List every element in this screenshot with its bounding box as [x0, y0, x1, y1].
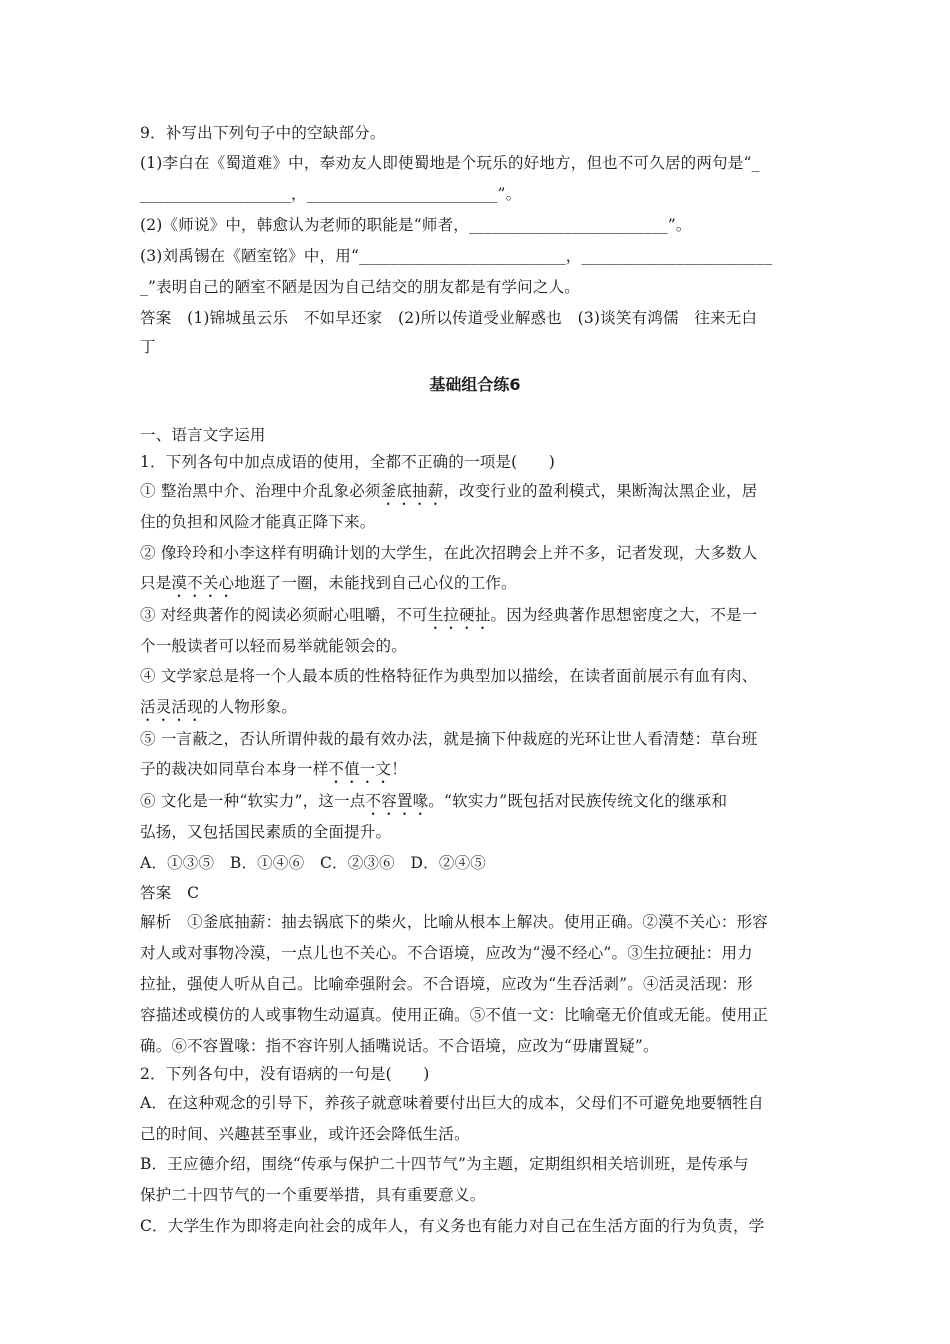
question-2-stem: 2．下列各句中，没有语病的一句是( )	[140, 1065, 430, 1083]
sentence-1-post: ，改变行业的盈利模式，果断淘汰黑企业，居	[443, 482, 758, 500]
explanation-line-2: 对人或对事物冷漠，一点儿也不关心。不合语境，应改为“漫不经心”。③生拉硬扯：用力	[140, 944, 753, 962]
question-1-answer: 答案 C	[140, 884, 200, 902]
question-9-item-1: (1)李白在《蜀道难》中，奉劝友人即使蜀地是个玩乐的好地方，但也不可久居的两句是“_	[140, 154, 760, 172]
question-1-options: A．①③⑤ B．①④⑥ C．②③⑥ D．②④⑤	[140, 854, 486, 872]
explanation-line-1: 解析 ①釜底抽薪：抽去锅底下的柴火，比喻从根本上解决。使用正确。②漠不关心：形容	[140, 913, 769, 931]
question-1-stem: 1．下列各句中加点成语的使用，全都不正确的一项是( )	[140, 453, 556, 471]
sentence-4-cont	[140, 695, 297, 725]
sentence-3-cont: 个一般读者可以轻而易举就能领会的。	[140, 637, 407, 655]
option-b-cont: 保护二十四节气的一个重要举措，具有重要意义。	[140, 1186, 486, 1204]
option-c: C．大学生作为即将走向社会的成年人，有义务也有能力对自己在生活方面的行为负责，学	[140, 1217, 765, 1235]
sentence-4-post: 的人物形象。	[202, 698, 298, 716]
sentence-3-pre: ③ 对经典著作的阅读必须耐心咀嚼，不可	[140, 606, 428, 624]
question-9-answer: 答案 (1)锦城虽云乐 不如早还家 (2)所以传道受业解惑也 (3)谈笑有鸿儒 往来无白	[140, 309, 758, 327]
section-title: 基础组合练6	[429, 375, 521, 394]
option-a-cont: 己的时间、兴趣甚至事业，或许还会降低生活。	[140, 1125, 470, 1143]
dotted-idiom: 不值一文	[328, 760, 392, 778]
sentence-6-post: 。“软实力”既包括对民族传统文化的继承和	[428, 792, 728, 810]
sentence-3	[140, 603, 757, 633]
sentence-6-pre: ⑥ 文化是一种“软实力”，这一点	[140, 792, 366, 810]
sentence-2-pre: 只是	[140, 574, 172, 592]
question-9-item-3: (3)刘禹锡在《陋室铭》中，用“__________________________，________________________	[140, 247, 773, 265]
sentence-5-post: ！	[391, 760, 407, 778]
explanation-line-5: 确。⑥不容置喙：指不容许别人插嘴说话。不合语境，应改为“毋庸置疑”。	[140, 1037, 659, 1055]
sentence-1-pre: ① 整治黑中介、治理中介乱象必须	[140, 482, 381, 500]
question-9-item-1-cont: ___________________，________________________”。	[140, 185, 522, 203]
sentence-5: ⑤ 一言蔽之，否认所谓仲裁的最有效办法，就是摘下仲裁庭的光环让世人看清楚：草台班	[140, 730, 758, 748]
dotted-idiom: 生拉硬扯	[427, 606, 491, 624]
dotted-idiom: 活灵活现	[140, 698, 203, 716]
sentence-6	[140, 789, 727, 819]
option-b: B．王应德介绍，围绕“传承与保护二十四节气”为主题，定期组织相关培训班，是传承与	[140, 1155, 749, 1173]
dotted-idiom: 不容置喙	[365, 792, 429, 810]
option-a: A．在这种观念的引导下，养孩子就意味着要付出巨大的成本，父母们不可避免地要牺牲自	[140, 1094, 764, 1112]
sentence-2: ② 像玲玲和小李这样有明确计划的大学生，在此次招聘会上并不多，记者发现，大多数人	[140, 544, 758, 562]
part-heading: 一、语言文字运用	[140, 426, 266, 444]
question-9-answer-cont: 丁	[140, 338, 156, 356]
sentence-2-post: 地逛了一圈，未能找到自己心仪的工作。	[234, 574, 517, 592]
explanation-line-4: 容描述或模仿的人或事物生动逼真。使用正确。⑤不值一文：比喻毫无价值或无能。使用正	[140, 1006, 769, 1024]
sentence-2-cont	[140, 571, 517, 601]
question-9-item-3-cont: _”表明自己的陋室不陋是因为自己结交的朋友都是有学问之人。	[140, 278, 580, 296]
sentence-4: ④ 文学家总是将一个人最本质的性格特征作为典型加以描绘，在读者面前展示有血有肉、	[140, 667, 758, 685]
sentence-5-pre: 子的裁决如同草台本身一样	[140, 760, 329, 778]
sentence-5-cont	[140, 757, 407, 787]
sentence-1	[140, 479, 757, 509]
sentence-6-cont: 弘扬，又包括国民素质的全面提升。	[140, 823, 392, 841]
dotted-idiom: 釜底抽薪	[380, 482, 444, 500]
sentence-1-cont: 住的负担和风险才能真正降下来。	[140, 513, 376, 531]
explanation-line-3: 拉扯，强使人听从自己。比喻牵强附会。不合语境，应改为“生吞活剥”。④活灵活现：形	[140, 975, 753, 993]
sentence-3-post: 。因为经典著作思想密度之大，不是一	[490, 606, 758, 624]
question-9-item-2: (2)《师说》中，韩愈认为老师的职能是“师者，_________________________”。	[140, 216, 692, 234]
dotted-idiom: 漠不关心	[171, 574, 235, 592]
question-9-stem: 9．补写出下列句子中的空缺部分。	[140, 124, 386, 142]
